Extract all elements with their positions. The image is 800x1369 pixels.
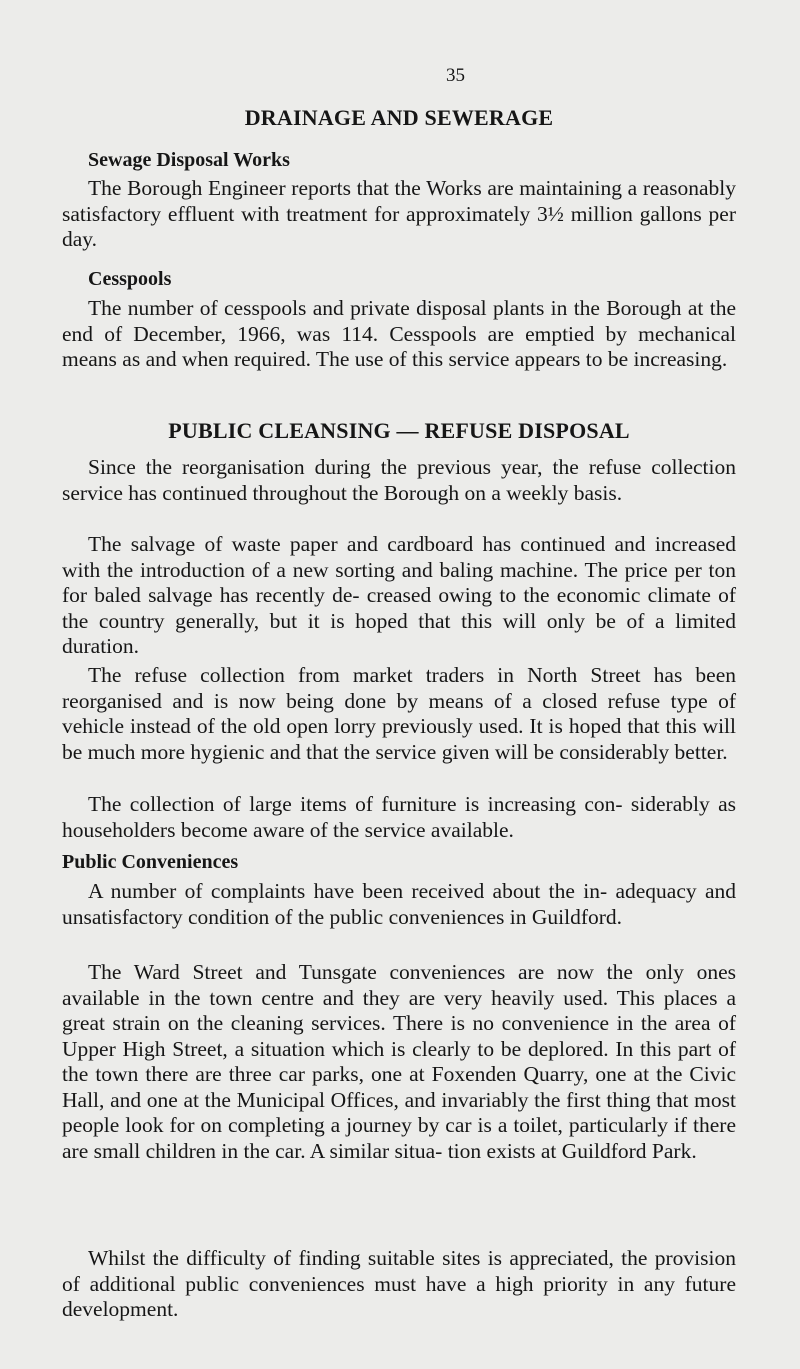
paragraph-conveniences-1: A number of complaints have been received about the in- adequacy and unsatisfactory condition of the public conveniences in Guildford.	[62, 879, 736, 929]
paragraph-sewage-disposal: The Borough Engineer reports that the Works are maintaining a reasonably satisfactory effluent with treatment for approximately 3½ million gallons per day.	[62, 176, 736, 251]
paragraph-conveniences-2: The Ward Street and Tunsgate conveniences are now the only ones available in the town centre and they are very heavily used. This places a great strain on the cleaning services. There is no convenience in the area of Upper High Street, a situation which is clearly to be deplored. In this part of the town there are three car parks, one at Foxenden Quarry, one at the Civic Hall, and one at the Municipal Offices, and invariably the first thing that most people look for on completing a journey by car is a toilet, particularly if there are small children in the car. A similar situa- tion exists at Guildford Park.	[62, 960, 736, 1163]
paragraph-conveniences-3: Whilst the difficulty of finding suitable sites is appreciated, the provision of additional public conveniences must have a high priority in any future development.	[62, 1246, 736, 1321]
section-heading-public-cleansing: PUBLIC CLEANSING — REFUSE DISPOSAL	[168, 418, 630, 443]
page-number: 35	[446, 65, 465, 86]
paragraph-cleansing-3: The refuse collection from market traders in North Street has been reorganised and is now being done by means of a closed refuse type of vehicle instead of the old open lorry previously used. It is hoped that this will be much more hygienic and that the service given will be considerably better.	[62, 663, 736, 764]
subheading-public-conveniences: Public Conveniences	[62, 851, 239, 873]
paragraph-cesspools: The number of cesspools and private disposal plants in the Borough at the end of December, 1966, was 114. Cesspools are emptied by mechanical means as and when required. The use of this service appears to be increasing.	[62, 296, 736, 371]
subheading-cesspools: Cesspools	[88, 268, 172, 290]
subheading-sewage-disposal: Sewage Disposal Works	[88, 149, 290, 171]
paragraph-cleansing-4: The collection of large items of furniture is increasing con- siderably as householders become aware of the service available.	[62, 792, 736, 842]
paragraph-cleansing-2: The salvage of waste paper and cardboard has continued and increased with the introduction of a new sorting and baling machine. The price per ton for baled salvage has recently de- creased owing to the economic climate of the country generally, but it is hoped that this will only be of a limited duration.	[62, 532, 736, 658]
section-heading-drainage: DRAINAGE AND SEWERAGE	[244, 105, 554, 130]
paragraph-cleansing-1: Since the reorganisation during the previous year, the refuse collection service has continued throughout the Borough on a weekly basis.	[62, 455, 736, 505]
